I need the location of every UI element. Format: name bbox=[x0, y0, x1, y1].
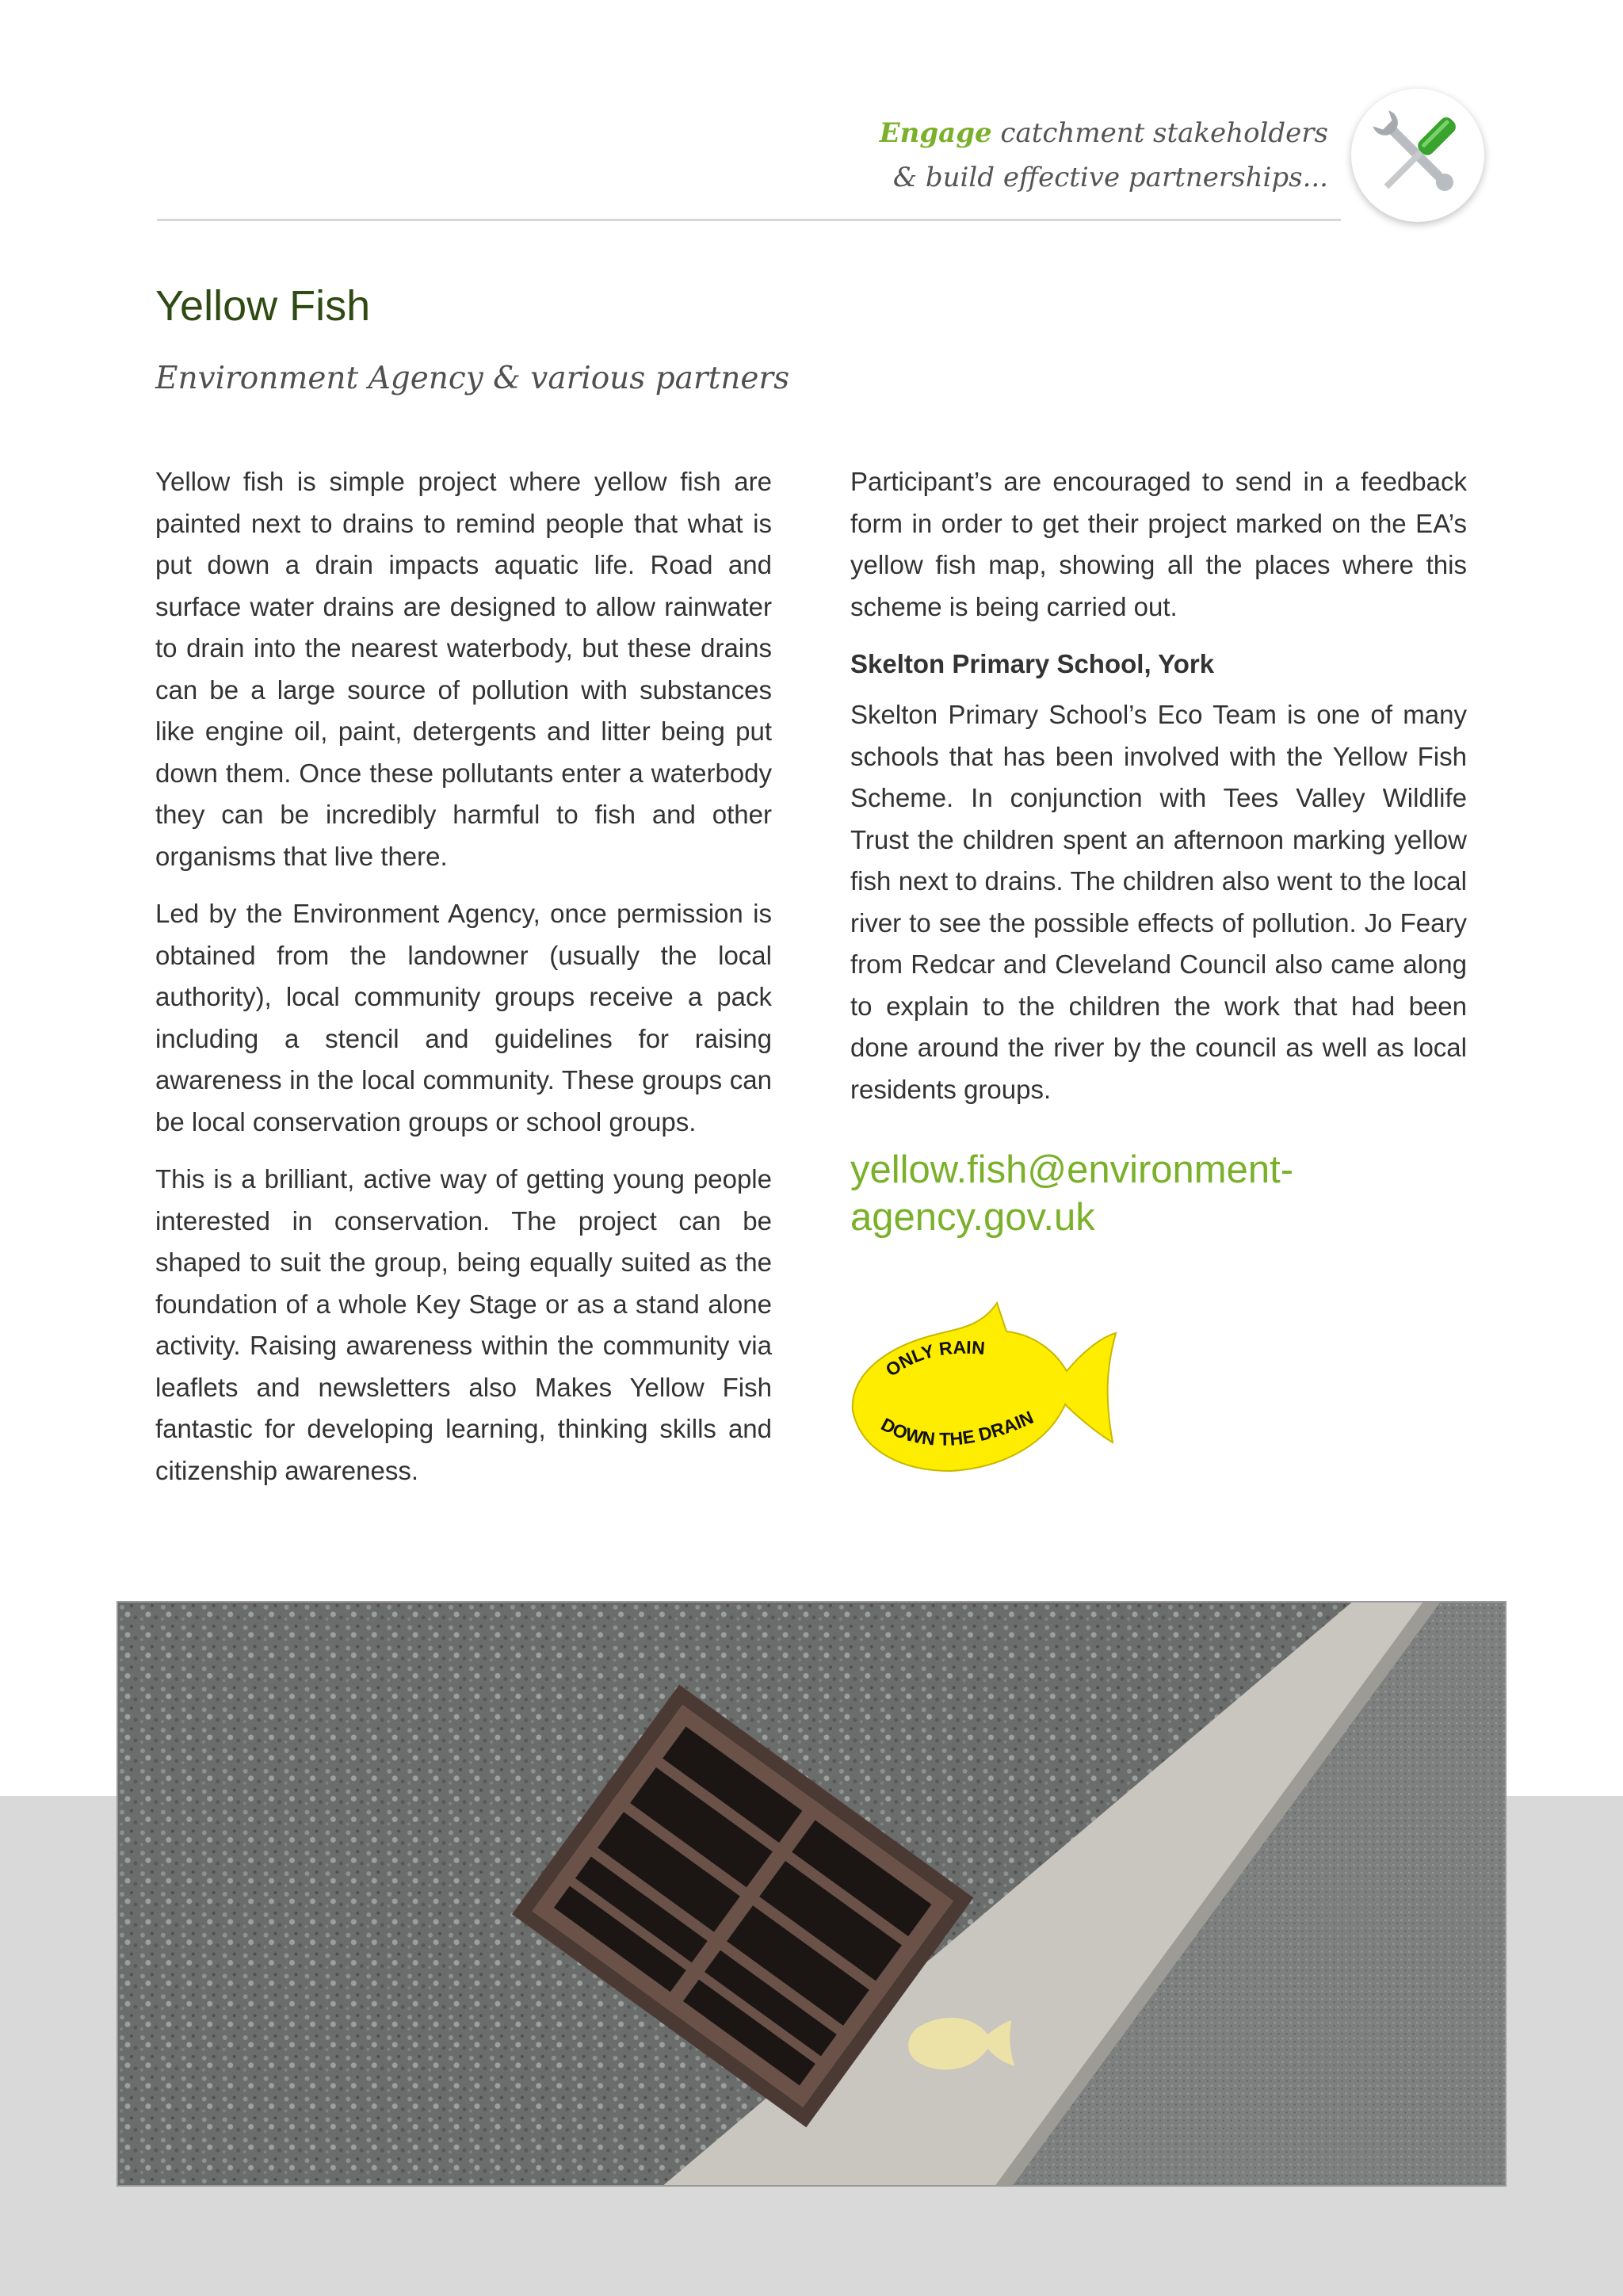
page-subtitle: Environment Agency & various partners bbox=[155, 361, 790, 396]
tagline-line-1-rest: catchment stakeholders bbox=[991, 117, 1328, 149]
left-paragraph-2: Led by the Environment Agency, once permission is obtained from the landowner (usually the local authority), local community groups receive a pack including a stencil and guidelines for raising awareness in the local community. These groups can be local conservation groups or school groups. bbox=[155, 899, 772, 1137]
fish-top-text: ONLY RAIN bbox=[881, 1336, 986, 1381]
tagline-line-1 bbox=[880, 111, 1328, 155]
case-study-heading: Skelton Primary School, York bbox=[850, 649, 1215, 678]
right-column bbox=[850, 461, 1467, 1126]
left-paragraph-3: This is a brilliant, active way of getting young people interested in conservation. The project can be shaped to suit the group, being equally suited as the foundation of a whole Key Stage or as a stand alone activity. Raising awareness within the community via leaflets and newsletters also Makes Yellow Fish fantastic for developing learning, thinking skills and citizenship awareness. bbox=[155, 1164, 772, 1485]
left-paragraph-1: Yellow fish is simple project where yellow fish are painted next to drains to remind people that what is put down a drain impacts aquatic life. Road and surface water drains are designed to allow rainwater to drain into the nearest waterbody, but these drains can be a large source of pollution with substances like engine oil, paint, detergents and litter being put down them. Once these pollutants enter a waterbody they can be incredibly harmful to fish and other organisms that live there. bbox=[155, 467, 772, 871]
header-divider bbox=[157, 219, 1341, 221]
fish-bottom-text: DOWN THE DRAIN bbox=[877, 1406, 1037, 1450]
email-line-2: agency.gov.uk bbox=[850, 1196, 1095, 1239]
yellow-fish-logo bbox=[848, 1292, 1117, 1490]
email-line-1: yellow.fish@environment- bbox=[850, 1148, 1294, 1191]
fish-body-shape bbox=[853, 1303, 1116, 1471]
header-tagline bbox=[880, 111, 1328, 200]
right-intro-paragraph: Participant’s are encouraged to send in a feedback form in order to get their project marked on the EA’s yellow fish map, showing all the places where this scheme is being carried out. bbox=[850, 467, 1467, 621]
drain-photo bbox=[116, 1601, 1507, 2187]
contact-email-link[interactable] bbox=[850, 1146, 1293, 1241]
tagline-line-2: & build effective partnerships... bbox=[892, 162, 1328, 193]
case-study-paragraph: Skelton Primary School’s Eco Team is one of many schools that has been involved with the Yellow Fish Scheme. In conjunction with Tees Valley Wildlife Trust the children spent an afternoon marking yellow fish next to drains. The children also went to the local river to see the possible effects of pollution. Jo Feary from Redcar and Cleveland Council also came along to explain to the children the work that had been done around the river by the council as well as local residents groups. bbox=[850, 700, 1467, 1104]
page-title: Yellow Fish bbox=[155, 282, 371, 330]
tagline-highlight: Engage bbox=[879, 117, 992, 149]
tools-icon bbox=[1351, 89, 1484, 222]
left-column bbox=[155, 461, 772, 1507]
